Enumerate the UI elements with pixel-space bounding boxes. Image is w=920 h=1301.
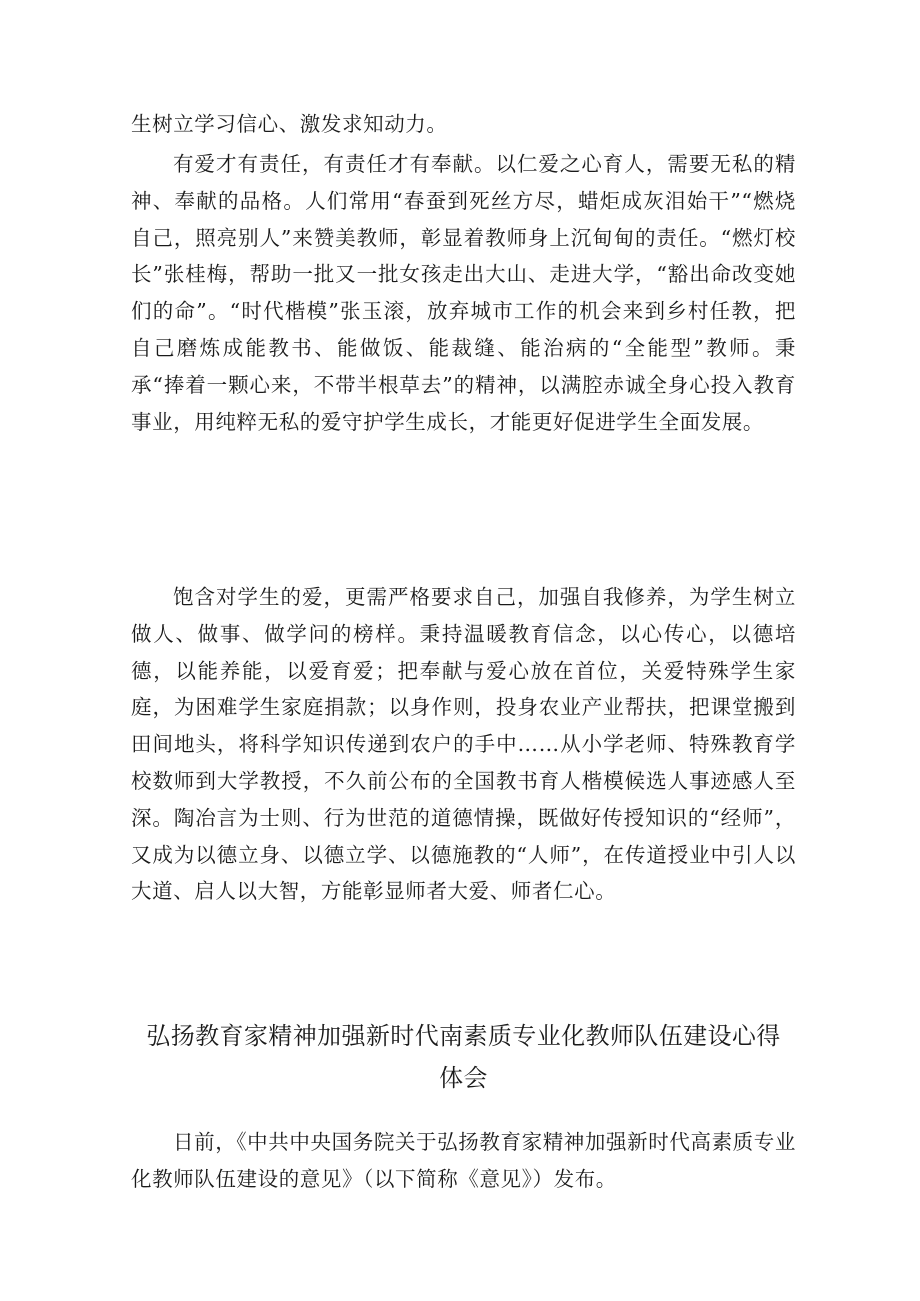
- section-heading: [131, 1015, 796, 1099]
- paragraph-announcement: 日前，《中共中央国务院关于弘扬教育家精神加强新时代高素质专业化教师队伍建设的意见》（以下简称《意见》）发布。: [131, 1130, 796, 1191]
- paragraph-strict-self-discipline: 饱含对学生的爱，更需严格要求自己，加强自我修养，为学生树立做人、做事、做学问的榜样。秉持温暖教育信念，以心传心，以德培德，以能养能，以爱育爱；把奉献与爱心放在首位，关爱特殊学生家庭，为困难学生家庭捐款；以身作则，投身农业产业帮扶，把课堂搬到田间地头，将科学知识传递到农户的手中……从小学老师、特殊教育学校数师到大学教授，不久前公布的全国教书育人楷模候选人事迹感人至深。陶冶言为士则、行为世范的道德情操，既做好传授知识的“经师”，又成为以德立身、以德立学、以德施教的“人师”，在传道授业中引人以大道、启人以大智，方能彰显师者大爱、师者仁心。: [131, 585, 796, 904]
- paragraph-continuation: 生树立学习信心、激发求知动力。: [131, 112, 448, 136]
- section-heading-line1: 弘扬教育家精神加强新时代南素质专业化教师队伍建设心得: [146, 1022, 781, 1050]
- section-heading-line2: 体会: [439, 1064, 488, 1092]
- paragraph-love-responsibility: 有爱才有责任，有责任才有奉献。以仁爱之心育人，需要无私的精神、奉献的品格。人们常用“春蚕到死丝方尽，蜡炬成灰泪始干”“燃烧自己，照亮别人”来赞美教师，彰显着教师身上沉甸甸的责任。“燃灯校长”张桂梅，帮助一批又一批女孩走出大山、走进大学，“豁出命改变她们的命”。“时代楷模”张玉滚，放弃城市工作的机会来到乡村任教，把自己磨炼成能教书、能做饭、能裁缝、能治病的“全能型”教师。秉承“捧着一颗心来，不带半根草去”的精神，以满腔赤诚全身心投入教育事业，用纯粹无私的爱守护学生成长，才能更好促进学生全面发展。: [131, 152, 796, 434]
